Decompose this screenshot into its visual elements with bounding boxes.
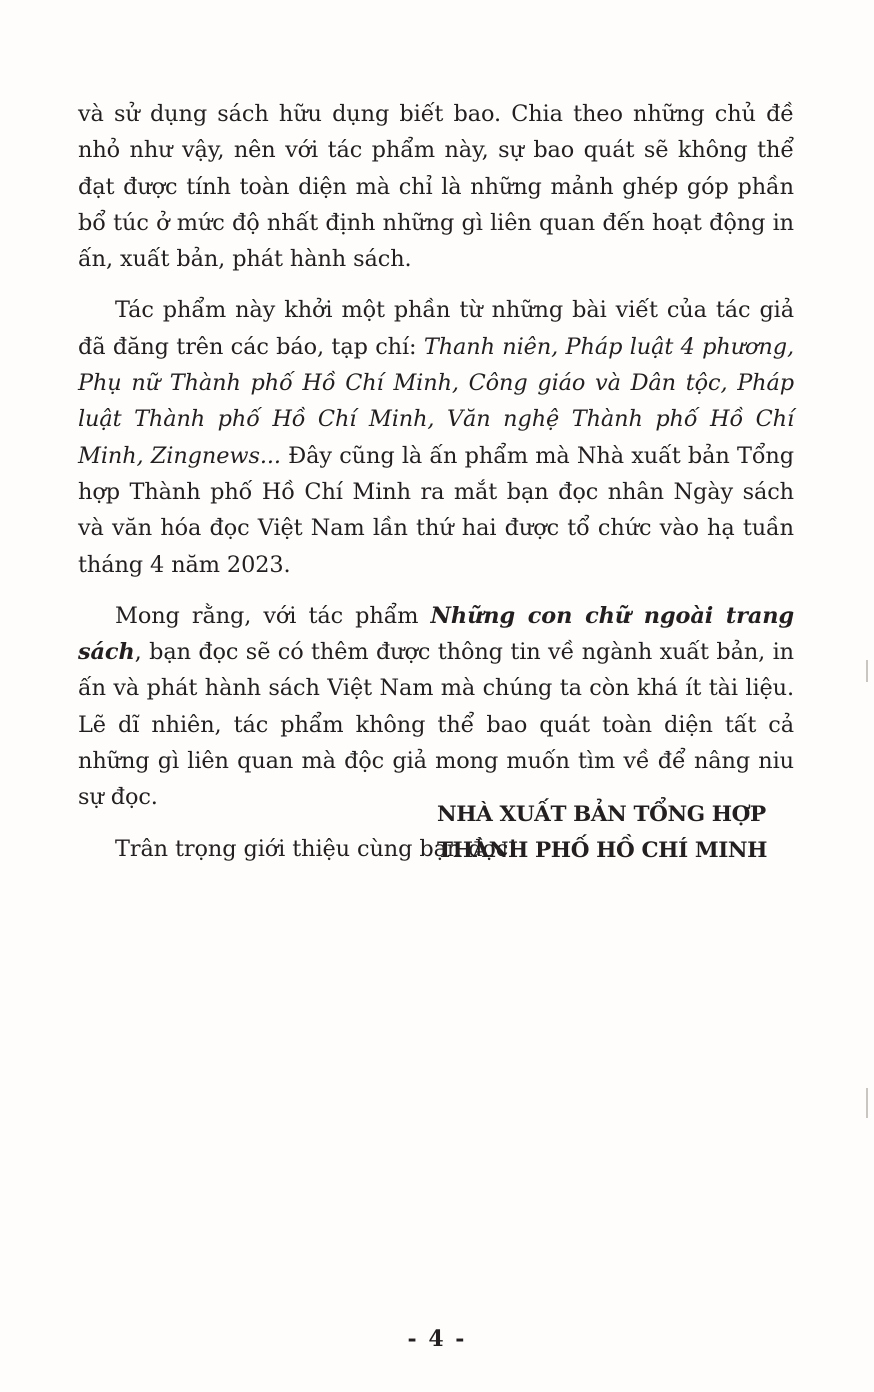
page-edge-mark (866, 660, 868, 682)
paragraph-2-end: Đây cũng là ấn phẩm mà Nhà xuất bản Tổng hợp Thành phố Hồ Chí Minh ra mắt bạn đọc nhân Ngày sách và văn hóa đọc Việt Nam lần thứ hai được tổ chức vào hạ tuần tháng 4 năm 2023. (78, 442, 794, 578)
paragraph-3 (78, 598, 794, 816)
book-title: Những con chữ ngoài trang sách (78, 602, 794, 666)
page-edge-mark (866, 1088, 868, 1118)
paragraph-4: Trân trọng giới thiệu cùng bạn đọc! (115, 835, 518, 862)
paragraph-2 (78, 292, 794, 582)
paragraph-2-start: Tác phẩm này khởi một phần từ những bài viết của tác giả đã đăng trên các báo, tạp chí: (78, 297, 794, 360)
page-body (78, 96, 794, 867)
page-number: - 4 - (407, 1326, 467, 1352)
paragraph-1: và sử dụng sách hữu dụng biết bao. Chia theo những chủ đề nhỏ như vậy, nên với tác phẩm này, sự bao quát sẽ không thể đạt được tính toàn diện mà chỉ là những mảnh ghép góp phần bổ túc ở mức độ nhất định những gì liên quan đến hoạt động in ấn, xuất bản, phát hành sách. (78, 101, 794, 273)
paragraph-3-end: , bạn đọc sẽ có thêm được thông tin về ngành xuất bản, in ấn và phát hành sách Việt Nam mà chúng ta còn khá ít tài liệu. Lẽ dĩ nhiên, tác phẩm không thể bao quát toàn diện tất cả những gì liên quan mà độc giả mong muốn tìm về để nâng niu sự đọc. (78, 639, 794, 811)
publication-list: Thanh niên, Pháp luật 4 phương, Phụ nữ Thành phố Hồ Chí Minh, Công giáo và Dân tộc, Pháp luật Thành phố Hồ Chí Minh, Văn nghệ Thành phố Hồ Chí Minh, Zingnews... (78, 333, 794, 469)
signature-line-1: NHÀ XUẤT BẢN TỔNG HỢP (437, 802, 766, 827)
signature-line-2: THÀNH PHỐ HỒ CHÍ MINH (437, 838, 768, 863)
paragraph-3-start: Mong rằng, với tác phẩm (115, 602, 431, 629)
